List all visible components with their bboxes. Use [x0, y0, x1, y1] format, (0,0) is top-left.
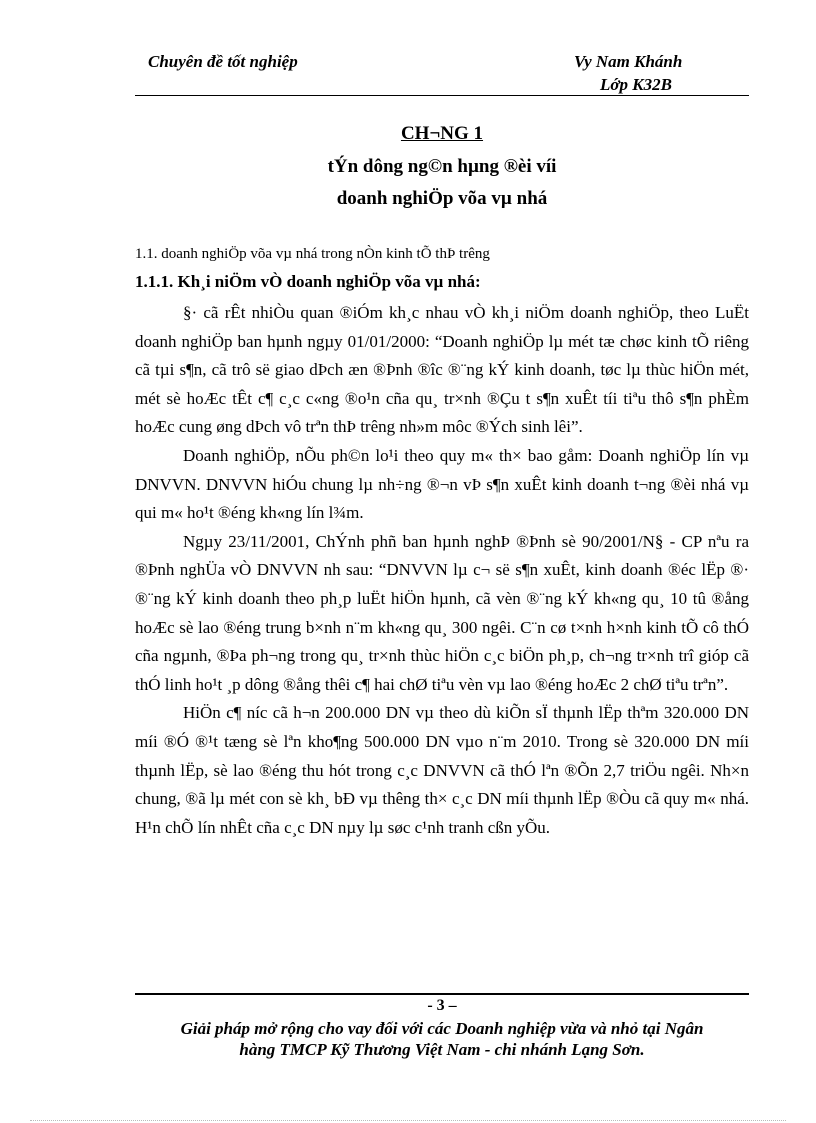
header-doc-type: Chuyên đề tốt nghiệp — [148, 52, 298, 71]
page-edge-line — [30, 1120, 786, 1121]
section-heading-1-1-1: 1.1.1. Kh¸i niÖm vÒ doanh nghiÖp võa vµ nhá: — [135, 272, 481, 291]
paragraph: §· cã rÊt nhiÒu quan ®iÓm kh¸c nhau vÒ kh¸i niÖm doanh nghiÖp, theo LuËt doanh nghiÖp ban hµnh ngµy 01/01/2000: “Doanh nghiÖp lµ mét tæ chøc kinh tÕ riêng cã tµi s¶n, cã trô së giao dÞch æn ®Þnh ®îc ®¨ng kÝ kinh doanh, tøc lµ thùc hiÖn mét, mét sè hoÆc tÊt c¶ c¸c c«ng ®o¹n cña qu¸ tr×nh ®Çu t s¶n xuÊt tíi tiªu thô s¶n phÈm hoÆc cung øng dÞch vô trªn thÞ trêng nh»m môc ®Ých sinh lêi”. — [135, 303, 749, 437]
paragraph: Doanh nghiÖp, nÕu ph©n lo¹i theo quy m« th× bao gåm: Doanh nghiÖp lín vµ DNVVN. DNVVN hiÓu chung lµ nh÷ng ®¬n vÞ s¶n xuÊt kinh doanh t¬ng ®èi nhá vµ qui m« ho¹t ®éng kh«ng lín l¾m. — [135, 445, 749, 523]
paragraph: HiÖn c¶ níc cã h¬n 200.000 DN vµ theo dù kiÕn sÏ thµnh lËp thªm 320.000 DN míi ®Ó ®¹t tæng sè lªn kho¶ng 500.000 DN vµo n¨m 2010. Trong sè 320.000 DN míi thµnh lËp, sè lao ®éng thu hót trong c¸c DNVVN cã thÓ lªn ®Õn 2,7 triÖu ngêi. Nh×n chung, ®ã lµ mét con sè kh¸ bÐ vµ thêng th× c¸c DN míi thµnh lËp ®Òu cã quy m« nhá. H¹n chÕ lín nhÊt cña c¸c DN nµy lµ søc c¹nh tranh cßn yÕu. — [135, 703, 749, 837]
section-heading-1-1: 1.1. doanh nghiÖp võa vµ nhá trong nÒn kinh tÕ thÞ trêng — [135, 246, 490, 262]
footer-thesis-title — [135, 1018, 749, 1060]
footer-line-2: hàng TMCP Kỹ Thương Việt Nam - chi nhánh Lạng Sơn. — [239, 1040, 645, 1059]
header-divider — [135, 95, 749, 96]
footer-line-1: Giải pháp mở rộng cho vay đối với các Doanh nghiệp vừa và nhỏ tại Ngân — [180, 1019, 704, 1038]
page-number: - 3 – — [427, 997, 457, 1014]
body-text — [135, 299, 749, 842]
footer-divider — [135, 993, 749, 995]
chapter-label: CH¬NG 1 — [400, 123, 484, 144]
paragraph: Ngµy 23/11/2001, ChÝnh phñ ban hµnh nghÞ ®Þnh sè 90/2001/N§ - CP nªu ra ®Þnh nghÜa vÒ DNVVN nh sau: “DNVVN lµ c¬ së s¶n xuÊt, kinh doanh ®éc lËp ®· ®¨ng kÝ kinh doanh theo ph¸p luËt hiÖn hµnh, cã vèn ®¨ng kÝ kh«ng qu¸ 10 tû ®ång hoÆc sè lao ®éng trung b×nh n¨m kh«ng qu¸ 300 ngêi. C¨n cø t×nh h×nh kinh tÕ cô thÓ cña ngµnh, ®Þa ph¬ng trong qu¸ tr×nh thùc hiÖn c¸c biÖn ph¸p, ch¬ng tr×nh trî gióp cã thÓ linh ho¹t ¸p dông ®ång thêi c¶ hai chØ tiªu vèn vµ lao ®éng hoÆc 2 chØ tiªu trªn”. — [135, 531, 749, 694]
header-class: Lớp K32B — [600, 75, 672, 94]
chapter-title-line-2: doanh nghiÖp võa vµ nhá — [336, 188, 548, 209]
header-author: Vy Nam Khánh — [574, 52, 683, 71]
chapter-title-line-1: tÝn dông ng©n hµng ®èi víi — [327, 156, 557, 177]
